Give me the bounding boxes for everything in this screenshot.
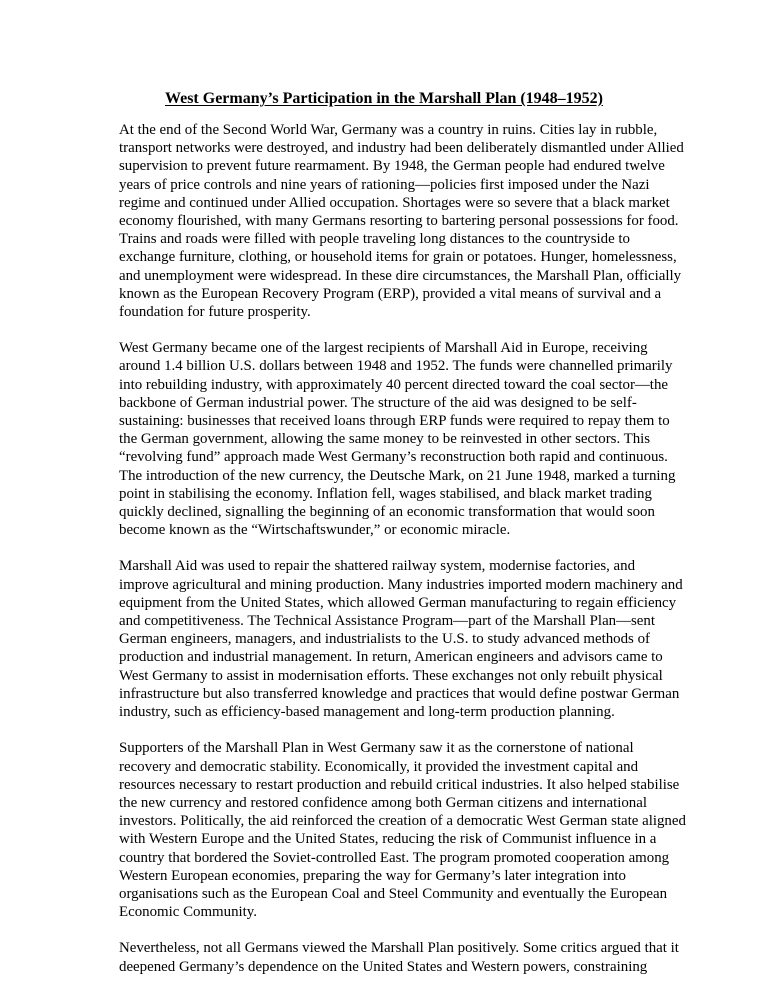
paragraph-1: At the end of the Second World War, Germany was a country in ruins. Cities lay in rubble, transport networks were destroyed, and industry had been deliberately dismantled under Allied supervision to prevent future rearmament. By 1948, the German people had endured twelve years of price controls and nine years of rationing—policies first imposed under the Nazi regime and continued under Allied occupation. Shortages were so severe that a black market economy flourished, with many Germans resorting to bartering personal possessions for food. Trains and roads were filled with people traveling long distances to the countryside to exchange furniture, clothing, or household items for grain or potatoes. Hunger, homelessness, and unemployment were widespread. In these dire circumstances, the Marshall Plan, officially known as the European Recovery Program (ERP), provided a vital means of survival and a foundation for future prosperity.: [119, 122, 684, 321]
document-title: West Germany’s Participation in the Marshall Plan (1948–1952): [164, 90, 604, 107]
paragraph-3: Marshall Aid was used to repair the shattered railway system, modernise factories, and improve agricultural and mining production. Many industries imported modern machinery and equipment from the United States, which allowed German manufacturing to regain efficiency and competitiveness. The Technical Assistance Program—part of the Marshall Plan—sent German engineers, managers, and industrialists to the U.S. to study advanced methods of production and industrial management. In return, American engineers and advisors came to West Germany to assist in modernisation efforts. These exchanges not only rebuilt physical infrastructure but also transferred knowledge and practices that would define postwar German industry, such as efficiency-based management and long-term production planning.: [119, 558, 683, 721]
paragraph-4: Supporters of the Marshall Plan in West Germany saw it as the cornerstone of national recovery and democratic stability. Economically, it provided the investment capital and resources necessary to restart production and rebuild critical industries. It also helped stabilise the new currency and restored confidence among both German citizens and international investors. Politically, the aid reinforced the creation of a democratic West German state aligned with Western Europe and the United States, reducing the risk of Communist influence in a country that bordered the Soviet-controlled East. The program promoted cooperation among Western European economies, preparing the way for Germany’s later integration into organisations such as the European Coal and Steel Community and eventually the European Economic Community.: [119, 740, 686, 921]
paragraph-5: Nevertheless, not all Germans viewed the Marshall Plan positively. Some critics argued that it deepened Germany’s dependence on the United States and Western powers, constraining: [119, 940, 679, 975]
paragraph-2: West Germany became one of the largest recipients of Marshall Aid in Europe, receiving around 1.4 billion U.S. dollars between 1948 and 1952. The funds were channelled primarily into rebuilding industry, with approximately 40 percent directed toward the coal sector—the backbone of German industrial power. The structure of the aid was designed to be self-sustaining: businesses that received loans through ERP funds were required to repay them to the German government, allowing the same money to be reinvested in other sectors. This “revolving fund” approach made West Germany’s reconstruction both rapid and continuous. The introduction of the new currency, the Deutsche Mark, on 21 June 1948, marked a turning point in stabilising the economy. Inflation fell, wages stabilised, and black market trading quickly declined, signalling the beginning of an economic transformation that would soon become known as the “Wirtschaftswunder,” or economic miracle.: [119, 340, 676, 539]
document-body: [119, 121, 687, 994]
